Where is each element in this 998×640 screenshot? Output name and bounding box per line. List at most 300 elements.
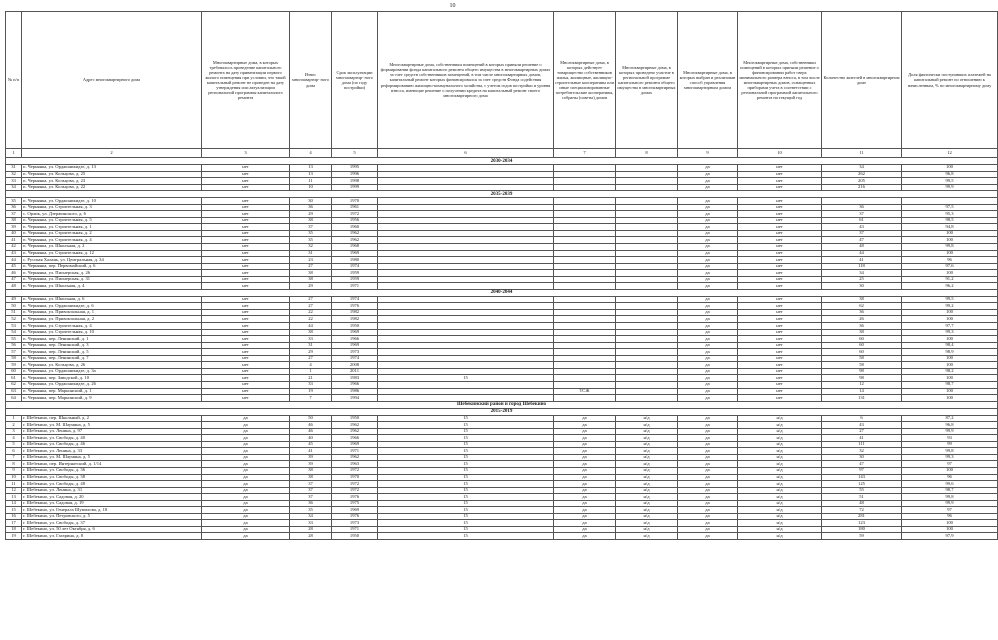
address-cell: г. Шебекино, пер. Интернатский, д. 1/14 bbox=[22, 461, 202, 468]
table-cell: 36 bbox=[290, 204, 332, 211]
table-cell: да bbox=[678, 336, 738, 343]
table-cell: 15 bbox=[378, 435, 554, 442]
table-cell: нет bbox=[738, 270, 822, 277]
table-cell: 1971 bbox=[332, 526, 378, 533]
table-cell: 131 bbox=[822, 395, 902, 402]
table-cell: 40 bbox=[6, 230, 22, 237]
table-cell: да bbox=[202, 507, 290, 514]
table-cell: нет bbox=[738, 329, 822, 336]
column-number: 8 bbox=[616, 149, 678, 158]
table-cell: н/д bbox=[738, 467, 822, 474]
table-cell: 1969 bbox=[332, 250, 378, 257]
table-cell: да bbox=[554, 507, 616, 514]
table-cell: 100 bbox=[902, 355, 998, 362]
table-cell: 143 bbox=[822, 474, 902, 481]
table-cell: 1976 bbox=[332, 303, 378, 310]
table-cell: 1956 bbox=[332, 217, 378, 224]
table-cell: нет bbox=[738, 178, 822, 185]
table-cell: 1962 bbox=[332, 428, 378, 435]
table-cell: 36 bbox=[6, 204, 22, 211]
table-cell: 37 bbox=[290, 224, 332, 231]
table-cell: да bbox=[202, 435, 290, 442]
table-cell: да bbox=[678, 257, 738, 264]
table-cell: 15 bbox=[378, 520, 554, 527]
section-row bbox=[6, 289, 998, 296]
table-cell: 54 bbox=[6, 329, 22, 336]
table-cell: да bbox=[678, 355, 738, 362]
table-cell: н/д bbox=[616, 513, 678, 520]
table-cell: нет bbox=[738, 309, 822, 316]
address-cell: г. Шебекино, ул. Свободы, д. 36 bbox=[22, 467, 202, 474]
table-cell: да bbox=[678, 276, 738, 283]
table-cell: да bbox=[202, 461, 290, 468]
table-cell: нет bbox=[202, 342, 290, 349]
table-cell: нет bbox=[738, 230, 822, 237]
table-cell: 35 bbox=[290, 230, 332, 237]
table-cell: 97 bbox=[902, 461, 998, 468]
table-cell: да bbox=[202, 422, 290, 429]
table-cell: 96 bbox=[902, 513, 998, 520]
table-cell: да bbox=[678, 329, 738, 336]
table-cell: 99,2 bbox=[902, 303, 998, 310]
table-cell: да bbox=[678, 513, 738, 520]
table-cell: 98,4 bbox=[902, 342, 998, 349]
table-cell: да bbox=[554, 435, 616, 442]
address-cell: п. Чернянка, ул. Привокзальная, д. 1 bbox=[22, 309, 202, 316]
table-cell: да bbox=[678, 441, 738, 448]
table-cell: да bbox=[678, 435, 738, 442]
table-cell: 38 bbox=[290, 474, 332, 481]
table-cell: 111 bbox=[822, 441, 902, 448]
table-cell: 15 bbox=[378, 441, 554, 448]
column-number-row bbox=[6, 149, 998, 158]
table-cell: н/д bbox=[738, 526, 822, 533]
table-cell: 55 bbox=[6, 336, 22, 343]
table-cell: нет bbox=[738, 283, 822, 290]
table-cell: н/д bbox=[738, 454, 822, 461]
table-cell: 1983 bbox=[332, 375, 378, 382]
table-cell: да bbox=[202, 533, 290, 540]
table-cell: нет bbox=[202, 316, 290, 323]
table-cell: 100 bbox=[902, 467, 998, 474]
table-cell: 34 bbox=[6, 184, 22, 191]
table-cell: 31 bbox=[6, 165, 22, 172]
table-cell: 1 bbox=[290, 368, 332, 375]
table-cell: 100 bbox=[902, 395, 998, 402]
table-cell: 98,9 bbox=[902, 349, 998, 356]
table-cell: н/д bbox=[738, 435, 822, 442]
table-cell: 15 bbox=[378, 454, 554, 461]
table-cell: 46 bbox=[6, 270, 22, 277]
table-cell: н/д bbox=[616, 481, 678, 488]
table-cell: да bbox=[678, 474, 738, 481]
table-cell: 35 bbox=[6, 198, 22, 205]
table-cell: 1962 bbox=[332, 230, 378, 237]
column-header: Многоквартирные дома, собственники помещений в которых приняли решение о финансировании работ сверх минимального размера взноса, в том числе многоквартирных домов, оснащенных приборами учета в соответствии с региональной программой капитального ремонта на текущий год bbox=[738, 12, 822, 149]
table-cell: да bbox=[554, 520, 616, 527]
table-cell: 1962 bbox=[332, 422, 378, 429]
table-cell: нет bbox=[202, 204, 290, 211]
table-cell: нет bbox=[738, 217, 822, 224]
table-cell: нет bbox=[202, 263, 290, 270]
table-cell: да bbox=[202, 494, 290, 501]
table-cell: 1973 bbox=[332, 520, 378, 527]
table-cell: 96,8 bbox=[902, 422, 998, 429]
column-header: Срок эксплуатации многоквартир- ного дома (по году постройки) bbox=[332, 12, 378, 149]
table-cell: 41 bbox=[290, 448, 332, 455]
table-cell: да bbox=[678, 448, 738, 455]
table-cell: да bbox=[678, 316, 738, 323]
table-cell: 15 bbox=[378, 428, 554, 435]
address-cell: п. Чернянка, ул. Школьная, д. 4 bbox=[22, 283, 202, 290]
address-cell: г. Шебекино, пер. Школьный, д. 2 bbox=[22, 415, 202, 422]
table-cell: 15 bbox=[378, 375, 554, 382]
table-cell: 1994 bbox=[332, 395, 378, 402]
table-cell: да bbox=[678, 454, 738, 461]
table-cell: 99,9 bbox=[902, 428, 998, 435]
table-cell: 47 bbox=[822, 237, 902, 244]
table-cell: 100 bbox=[902, 520, 998, 527]
table-cell: 25 bbox=[822, 276, 902, 283]
table-cell: 1998 bbox=[332, 178, 378, 185]
table-cell: 1969 bbox=[332, 441, 378, 448]
table-cell: н/д bbox=[738, 500, 822, 507]
table-cell: нет bbox=[738, 211, 822, 218]
table-cell: 1971 bbox=[332, 283, 378, 290]
table-cell: да bbox=[678, 224, 738, 231]
table-cell: да bbox=[678, 204, 738, 211]
table-cell: 125 bbox=[822, 481, 902, 488]
table-cell: да bbox=[678, 415, 738, 422]
table-cell: 4 bbox=[6, 435, 22, 442]
column-number: 11 bbox=[822, 149, 902, 158]
table-cell: 50 bbox=[290, 415, 332, 422]
table-cell: н/д bbox=[738, 494, 822, 501]
column-header: Многоквартирные дома, в которых выбран и реализован способ управления многоквартирным домом bbox=[678, 12, 738, 149]
table-cell: 37 bbox=[290, 494, 332, 501]
table-cell: 2008 bbox=[332, 362, 378, 369]
table-cell: да bbox=[202, 487, 290, 494]
address-cell: г. Шебекино, ул. Садовая, д. 20 bbox=[22, 494, 202, 501]
table-cell: 1972 bbox=[332, 211, 378, 218]
table-cell: 31 bbox=[290, 250, 332, 257]
address-cell: г. Шебекино, ул. Петровского, д. 5 bbox=[22, 513, 202, 520]
table-cell: 1950 bbox=[332, 533, 378, 540]
table-cell: н/д bbox=[616, 435, 678, 442]
table-cell: 100 bbox=[902, 237, 998, 244]
table-cell: 97 bbox=[902, 507, 998, 514]
table-cell: 35 bbox=[290, 237, 332, 244]
table-cell: да bbox=[678, 395, 738, 402]
table-cell: нет bbox=[202, 276, 290, 283]
table-cell: 5 bbox=[6, 441, 22, 448]
table-cell: н/д bbox=[616, 520, 678, 527]
table-cell: 1971 bbox=[332, 448, 378, 455]
table-cell: 44 bbox=[290, 323, 332, 330]
table-cell: да bbox=[678, 507, 738, 514]
table-cell: н/д bbox=[616, 448, 678, 455]
table-cell: нет bbox=[202, 336, 290, 343]
address-cell: г. Шебекино, ул. Свободы, д. 37 bbox=[22, 520, 202, 527]
section-title: 2035-2039 bbox=[6, 191, 998, 198]
table-cell: 97,9 bbox=[902, 533, 998, 540]
table-cell: нет bbox=[202, 303, 290, 310]
table-cell: н/д bbox=[738, 513, 822, 520]
table-cell: да bbox=[678, 270, 738, 277]
table-cell: да bbox=[678, 500, 738, 507]
table-cell: н/д bbox=[616, 526, 678, 533]
table-cell: нет bbox=[202, 309, 290, 316]
table-cell: 38 bbox=[822, 296, 902, 303]
table-cell: н/д bbox=[738, 461, 822, 468]
table-cell: 37 bbox=[822, 211, 902, 218]
table-cell: 1996 bbox=[332, 171, 378, 178]
table-cell: 60 bbox=[6, 368, 22, 375]
table-cell: 1962 bbox=[332, 237, 378, 244]
table-cell: 15 bbox=[378, 533, 554, 540]
page-number: 10 bbox=[449, 3, 456, 9]
table-cell: да bbox=[554, 500, 616, 507]
table-cell: 39 bbox=[290, 454, 332, 461]
table-cell: нет bbox=[202, 368, 290, 375]
table-cell: 15 bbox=[378, 526, 554, 533]
table-cell: нет bbox=[738, 381, 822, 388]
table-cell: нет bbox=[738, 355, 822, 362]
address-cell: п. Чернянка, ул. Орджоникидзе, д. 13 bbox=[22, 165, 202, 172]
table-cell: 97,5 bbox=[902, 204, 998, 211]
table-cell: 29 bbox=[290, 349, 332, 356]
column-header: Многоквартирные дома, в которых требовалось проведение капитального ремонта на дату приватизации первого жилого помещения при условии, что такой капитальный ремонт не проведен на дату утверждения или актуализации региональной программы капитального ремонта bbox=[202, 12, 290, 149]
table-cell: 15 bbox=[378, 467, 554, 474]
table-cell: 1962 bbox=[332, 454, 378, 461]
table-cell: 15 bbox=[378, 461, 554, 468]
column-header: Износ многоквартир- ного дома bbox=[290, 12, 332, 149]
table-cell: 21 bbox=[290, 375, 332, 382]
table-cell: да bbox=[202, 526, 290, 533]
table-cell: 32 bbox=[6, 171, 22, 178]
table-cell: да bbox=[678, 467, 738, 474]
table-cell: 123 bbox=[822, 520, 902, 527]
table-cell: 98,2 bbox=[902, 368, 998, 375]
table-cell: да bbox=[678, 428, 738, 435]
column-number: 12 bbox=[902, 149, 998, 158]
table-cell: 1969 bbox=[332, 507, 378, 514]
address-cell: г. Шебекино, ул. Ленина, д. 31 bbox=[22, 487, 202, 494]
table-cell: 12 bbox=[6, 487, 22, 494]
table-cell: 100 bbox=[902, 165, 998, 172]
table-cell: 33 bbox=[290, 336, 332, 343]
table-cell: да bbox=[554, 428, 616, 435]
column-header: Адрес многоквартирного дома bbox=[22, 12, 202, 149]
table-cell: да bbox=[678, 487, 738, 494]
table-cell: да bbox=[678, 309, 738, 316]
column-number: 10 bbox=[738, 149, 822, 158]
address-cell: п. Чернянка, ул. Строительная, д. 4 bbox=[22, 323, 202, 330]
table-cell: н/д bbox=[738, 474, 822, 481]
column-header: Многоквартирные дома, в которых действует товарищество собственников жилья, жилищные, жилищно-строительные кооперативы или иные специализированные потребительские кооперативы, собраны (советы) домов bbox=[554, 12, 616, 149]
table-cell: 1950 bbox=[332, 323, 378, 330]
table-cell: 99,8 bbox=[902, 494, 998, 501]
table-cell: 1959 bbox=[332, 270, 378, 277]
table-cell: 87,2 bbox=[902, 415, 998, 422]
table-cell: 10 bbox=[6, 474, 22, 481]
table-cell: нет bbox=[738, 184, 822, 191]
table-cell: н/д bbox=[616, 507, 678, 514]
address-cell: г. Шебекино, ул. Ленина, д. 97 bbox=[22, 428, 202, 435]
table-cell: 72 bbox=[822, 507, 902, 514]
table-cell: 99,6 bbox=[902, 481, 998, 488]
table-cell: 1963 bbox=[332, 461, 378, 468]
table-cell: 1961 bbox=[332, 204, 378, 211]
table-cell: 15 bbox=[378, 481, 554, 488]
table-cell: 1966 bbox=[332, 336, 378, 343]
table-cell: 1972 bbox=[332, 487, 378, 494]
address-cell: п. Чернянка, ул. Строительная, д. 12 bbox=[22, 250, 202, 257]
table-cell: 1969 bbox=[332, 329, 378, 336]
table-cell: нет bbox=[738, 375, 822, 382]
table-cell: н/д bbox=[738, 533, 822, 540]
table-cell: 48 bbox=[822, 244, 902, 251]
address-cell: п. Чернянка, пер. Первомайский, д. 6 bbox=[22, 263, 202, 270]
table-cell: да bbox=[678, 323, 738, 330]
section-row bbox=[6, 401, 998, 408]
section-title: 2040-2044 bbox=[6, 289, 998, 296]
table-cell: да bbox=[202, 500, 290, 507]
table-cell: 99,8 bbox=[902, 244, 998, 251]
table-cell: да bbox=[678, 481, 738, 488]
table-cell: да bbox=[678, 244, 738, 251]
table-cell: 1950 bbox=[332, 415, 378, 422]
address-cell: п. Чернянка, пер. Заводской, д. 10 bbox=[22, 375, 202, 382]
table-cell: 29 bbox=[290, 211, 332, 218]
address-cell: г. Шебекино, ул. Гагарина, д. 8 bbox=[22, 533, 202, 540]
table-cell: 6 bbox=[822, 415, 902, 422]
table-cell: 27 bbox=[822, 428, 902, 435]
table-cell: 22 bbox=[290, 316, 332, 323]
table-cell: 1969 bbox=[332, 342, 378, 349]
table-cell: 38 bbox=[6, 217, 22, 224]
table-cell: 1982 bbox=[332, 309, 378, 316]
address-cell: п. Чернянка, ул. Пионерская, д. 26 bbox=[22, 270, 202, 277]
table-cell: 59 bbox=[6, 362, 22, 369]
table-cell: нет bbox=[202, 184, 290, 191]
section-title: Шебекинский район и город Шебекино bbox=[6, 401, 998, 408]
table-cell: 14 bbox=[6, 500, 22, 507]
table-cell: да bbox=[678, 296, 738, 303]
table-cell: 216 bbox=[822, 184, 902, 191]
table-cell: н/д bbox=[738, 448, 822, 455]
table-cell: 2 bbox=[6, 422, 22, 429]
address-cell: п. Чернянка, ул. Пионерская, д. 31 bbox=[22, 276, 202, 283]
address-cell: г. Шебекино, ул. Садовая, д. 19 bbox=[22, 500, 202, 507]
table-cell: да bbox=[554, 454, 616, 461]
table-cell: 98,7 bbox=[902, 381, 998, 388]
table-cell: 1975 bbox=[332, 500, 378, 507]
table-cell: 10 bbox=[290, 184, 332, 191]
column-number: 1 bbox=[6, 149, 22, 158]
table-cell: нет bbox=[202, 237, 290, 244]
table-cell: 27 bbox=[290, 355, 332, 362]
table-cell: 15 bbox=[378, 448, 554, 455]
address-cell: п. Чернянка, ул. Строительная, д. 5 bbox=[22, 217, 202, 224]
table-cell: нет bbox=[202, 250, 290, 257]
table-cell: 58 bbox=[6, 355, 22, 362]
address-cell: г. Шебекино, ул. М. Шаумяна, д. 5 bbox=[22, 454, 202, 461]
address-cell: п. Чернянка, ул. Школьная, д. 2 bbox=[22, 244, 202, 251]
table-cell: да bbox=[202, 428, 290, 435]
table-cell: 15 bbox=[6, 507, 22, 514]
table-cell: 60 bbox=[822, 342, 902, 349]
table-cell: 1974 bbox=[332, 355, 378, 362]
table-cell: 15 bbox=[378, 474, 554, 481]
table-cell: да bbox=[202, 467, 290, 474]
table-cell: 50 bbox=[6, 303, 22, 310]
table-cell: 96 bbox=[902, 474, 998, 481]
address-cell: п. Чернянка, ул. Строительная, д. 3 bbox=[22, 204, 202, 211]
table-cell: 58 bbox=[822, 362, 902, 369]
table-cell: 19 bbox=[6, 533, 22, 540]
table-cell: нет bbox=[202, 362, 290, 369]
table-cell: нет bbox=[738, 395, 822, 402]
table-cell: нет bbox=[738, 198, 822, 205]
table-cell: нет bbox=[202, 270, 290, 277]
address-cell: г. Шебекино, ул. Свободы, д. 48 bbox=[22, 481, 202, 488]
table-cell: 98 bbox=[822, 375, 902, 382]
table-cell: нет bbox=[202, 211, 290, 218]
table-cell: 1966 bbox=[332, 381, 378, 388]
address-cell: п. Чернянка, ул. Кольцова, д. 23 bbox=[22, 178, 202, 185]
table-cell: 44 bbox=[6, 257, 22, 264]
address-cell: с. Русская Халань, ул. Центральная, д. 34 bbox=[22, 257, 202, 264]
table-cell: 1973 bbox=[332, 349, 378, 356]
table-cell: да bbox=[678, 237, 738, 244]
table-cell: 26 bbox=[822, 316, 902, 323]
table-cell: 205 bbox=[822, 178, 902, 185]
table-cell: 15 bbox=[378, 513, 554, 520]
table-cell: 41 bbox=[6, 237, 22, 244]
table-cell: нет bbox=[738, 204, 822, 211]
table-row bbox=[6, 533, 998, 540]
table-cell: ТСЖ bbox=[554, 388, 616, 395]
table-cell: 27 bbox=[290, 263, 332, 270]
table-cell: 37 bbox=[290, 487, 332, 494]
table-cell: 60 bbox=[822, 336, 902, 343]
table-cell: да bbox=[678, 230, 738, 237]
address-cell: п. Чернянка, пер. Ленинский, д. 7 bbox=[22, 355, 202, 362]
table-cell: 39 bbox=[290, 461, 332, 468]
table-cell: да bbox=[202, 481, 290, 488]
table-cell: нет bbox=[738, 296, 822, 303]
table-cell: нет bbox=[738, 316, 822, 323]
table-cell: 39 bbox=[6, 224, 22, 231]
address-cell: г. Шебекино, ул. Свободы, д. 38 bbox=[22, 474, 202, 481]
address-cell: п. Чернянка, ул. Орджоникидзе, д. 10 bbox=[22, 198, 202, 205]
table-cell: 64 bbox=[6, 395, 22, 402]
table-cell: н/д bbox=[616, 461, 678, 468]
table-cell: 15 bbox=[378, 500, 554, 507]
table-cell: да bbox=[202, 513, 290, 520]
address-cell: п. Чернянка, ул. Строительная, д. 10 bbox=[22, 329, 202, 336]
address-cell: п. Чернянка, ул. Школьная, д. 6 bbox=[22, 296, 202, 303]
table-cell: да bbox=[554, 481, 616, 488]
table-cell: нет bbox=[202, 165, 290, 172]
table-cell: 91,2 bbox=[902, 276, 998, 283]
table-cell: 32 bbox=[822, 448, 902, 455]
section-title: 2030-2034 bbox=[6, 158, 998, 165]
table-cell: 34 bbox=[822, 270, 902, 277]
table-cell: да bbox=[202, 448, 290, 455]
table-cell: 31 bbox=[290, 342, 332, 349]
